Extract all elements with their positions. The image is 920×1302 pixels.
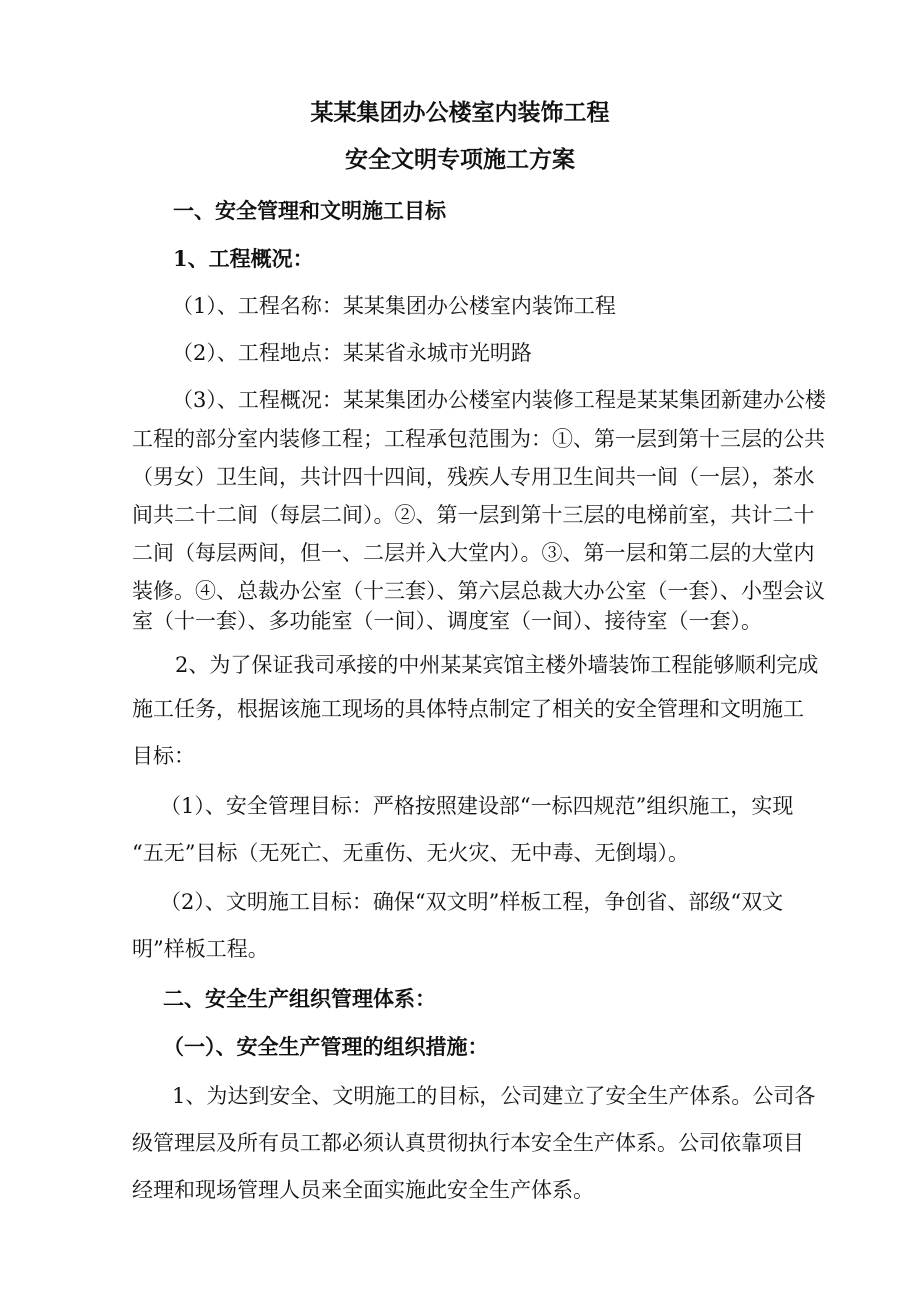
safety-goal-line-1: （1）、安全管理目标：严格按照建设部“一标四规范”组织施工，实现 — [160, 794, 794, 818]
organization-line-3: 经理和现场管理人员来全面实施此安全生产体系。 — [132, 1178, 594, 1202]
overview-line-2: 工程的部分室内装修工程；工程承包范围为：①、第一层到第十三层的公共 — [132, 427, 825, 451]
overview-line-4: 间共二十二间（每层二间）。②、第一层到第十三层的电梯前室，共计二十 — [132, 503, 815, 527]
overview-line-7: 室（十一套）、多功能室（一间）、调度室（一间）、接待室（一套）。 — [132, 609, 762, 633]
safety-goal-line-2: “五无”目标（无死亡、无重伤、无火灾、无中毒、无倒塌）。 — [132, 841, 689, 865]
overview-line-1: （3）、工程概况：某某集团办公楼室内装修工程是某某集团新建办公楼 — [172, 388, 826, 412]
document-title-line-2: 安全文明专项施工方案 — [345, 146, 575, 173]
subsection-1-heading: （一）、安全生产管理的组织措施： — [163, 1034, 489, 1059]
document-title-line-1: 某某集团办公楼室内装饰工程 — [310, 99, 610, 126]
item-2-line-1: 2、为了保证我司承接的中州某某宾馆主楼外墙装饰工程能够顺利完成 — [175, 653, 819, 677]
item-2-line-2: 施工任务，根据该施工现场的具体特点制定了相关的安全管理和文明施工 — [132, 697, 804, 721]
item-2-line-3: 目标： — [132, 744, 195, 768]
overview-line-5: 二间（每层两间，但一、二层并入大堂内）。③、第一层和第二层的大堂内 — [132, 541, 815, 565]
organization-line-1: 1、为达到安全、文明施工的目标，公司建立了安全生产体系。公司各 — [172, 1084, 816, 1108]
project-name: （1）、工程名称：某某集团办公楼室内装饰工程 — [172, 294, 616, 318]
civil-goal-line-2: 明”样板工程。 — [132, 937, 269, 961]
overview-line-3: （男女）卫生间，共计四十四间，残疾人专用卫生间共一间（一层），茶水 — [132, 465, 815, 489]
section-2-heading: 二、安全生产组织管理体系： — [163, 986, 436, 1011]
section-1-heading: 一、安全管理和文明施工目标 — [173, 198, 446, 223]
item-1-heading: 1、工程概况： — [173, 246, 314, 271]
project-location: （2）、工程地点：某某省永城市光明路 — [172, 341, 532, 365]
civil-goal-line-1: （2）、文明施工目标：确保“双文明”样板工程，争创省、部级“双文 — [160, 890, 784, 914]
overview-line-6: 装修。④、总裁办公室（十三套）、第六层总裁大办公室（一套）、小型会议 — [132, 579, 825, 603]
organization-line-2: 级管理层及所有员工都必须认真贯彻执行本安全生产体系。公司依靠项目 — [132, 1131, 804, 1155]
